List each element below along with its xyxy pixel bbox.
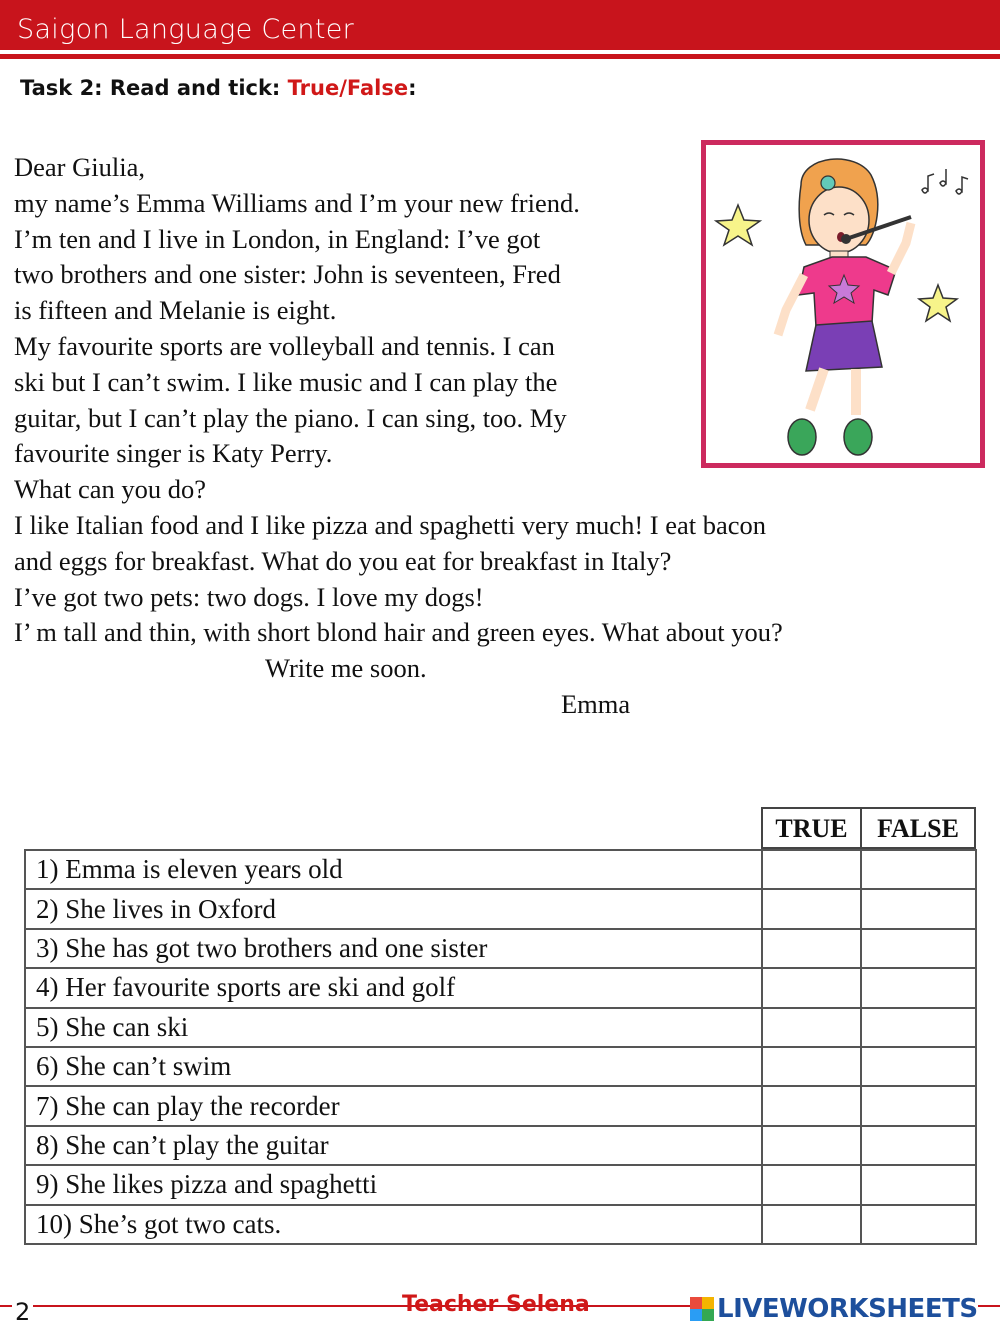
table-row [25, 1047, 976, 1086]
letter-line: I’ve got two pets: two dogs. I love my dogs! [14, 581, 484, 612]
table-row [25, 1086, 976, 1125]
task-highlight: True/False [287, 76, 409, 100]
true-tick-cell[interactable] [762, 850, 861, 889]
false-tick-cell[interactable] [861, 1126, 976, 1165]
letter-line: My favourite sports are volleyball and tennis. I can [14, 330, 555, 361]
statement-cell: 1) Emma is eleven years old [25, 850, 762, 889]
statement-cell: 3) She has got two brothers and one sister [25, 929, 762, 968]
false-tick-cell[interactable] [861, 1165, 976, 1204]
statement-cell: 8) She can’t play the guitar [25, 1126, 762, 1165]
table-row [25, 1165, 976, 1204]
brand-text: LIVEWORKSHEETS [717, 1294, 978, 1324]
false-tick-cell[interactable] [861, 889, 976, 928]
star-icon [716, 205, 760, 245]
letter-line: ski but I can’t swim. I like music and I can play the [14, 366, 558, 397]
true-tick-cell[interactable] [762, 1126, 861, 1165]
music-notes-icon [922, 169, 968, 194]
statement-cell: 2) She lives in Oxford [25, 889, 762, 928]
letter-line: I like Italian food and I like pizza and spaghetti very much! I eat bacon [14, 509, 767, 540]
letter-line: favourite singer is Katy Perry. [14, 438, 333, 469]
false-tick-cell[interactable] [861, 1086, 976, 1125]
table-row [25, 850, 976, 889]
table-row [25, 1205, 976, 1244]
letter-line: my name’s Emma Williams and I’m your new friend. [14, 187, 580, 218]
teacher-name: Teacher Selena [402, 1292, 590, 1317]
letter-line: I’m ten and I live in London, in England: I’ve got [14, 223, 541, 254]
letter-signature: Emma [561, 689, 631, 719]
star-icon [919, 285, 957, 321]
letter-line: two brothers and one sister: John is seventeen, Fred [14, 259, 561, 290]
true-false-table [24, 849, 977, 1245]
true-tick-cell[interactable] [762, 889, 861, 928]
false-tick-cell[interactable] [861, 968, 976, 1007]
page-number: 2 [12, 1298, 33, 1326]
letter-line: is fifteen and Melanie is eight. [14, 295, 337, 326]
letter-line: I’ m tall and thin, with short blond hair and green eyes. What about you? [14, 617, 783, 648]
statement-cell: 9) She likes pizza and spaghetti [25, 1165, 762, 1204]
task-instruction [20, 76, 417, 100]
false-tick-cell[interactable] [861, 929, 976, 968]
statement-cell: 4) Her favourite sports are ski and golf [25, 968, 762, 1007]
statement-cell: 7) She can play the recorder [25, 1086, 762, 1125]
true-tick-cell[interactable] [762, 1047, 861, 1086]
table-row [25, 968, 976, 1007]
true-tick-cell[interactable] [762, 1205, 861, 1244]
true-tick-cell[interactable] [762, 1008, 861, 1047]
singing-girl-illustration [701, 140, 985, 468]
statement-cell: 10) She’s got two cats. [25, 1205, 762, 1244]
task-suffix: : [408, 76, 417, 100]
false-tick-cell[interactable] [861, 1008, 976, 1047]
false-tick-cell[interactable] [861, 850, 976, 889]
table-row [25, 889, 976, 928]
letter-closing: Write me soon. [265, 653, 427, 683]
true-tick-cell[interactable] [762, 929, 861, 968]
true-false-header [761, 807, 976, 849]
liveworksheets-logo-icon [690, 1297, 714, 1321]
statement-cell: 5) She can ski [25, 1008, 762, 1047]
liveworksheets-brand[interactable] [690, 1293, 978, 1325]
table-row [25, 1126, 976, 1165]
header-bar [0, 0, 1000, 50]
table-row [25, 929, 976, 968]
letter-line: Dear Giulia, [14, 152, 145, 182]
task-label: Task 2: Read and tick: [20, 76, 288, 100]
true-tick-cell[interactable] [762, 1086, 861, 1125]
letter-line: What can you do? [14, 474, 207, 505]
table-row [25, 1008, 976, 1047]
header-divider [0, 54, 1000, 59]
false-column-header: FALSE [860, 807, 976, 849]
false-tick-cell[interactable] [861, 1205, 976, 1244]
true-tick-cell[interactable] [762, 968, 861, 1007]
true-tick-cell[interactable] [762, 1165, 861, 1204]
statement-cell: 6) She can’t swim [25, 1047, 762, 1086]
letter-line: guitar, but I can’t play the piano. I can sing, too. My [14, 402, 567, 433]
false-tick-cell[interactable] [861, 1047, 976, 1086]
true-column-header: TRUE [761, 807, 862, 849]
header-title: Saigon Language Center [17, 14, 355, 45]
letter-line: and eggs for breakfast. What do you eat for breakfast in Italy? [14, 545, 672, 576]
